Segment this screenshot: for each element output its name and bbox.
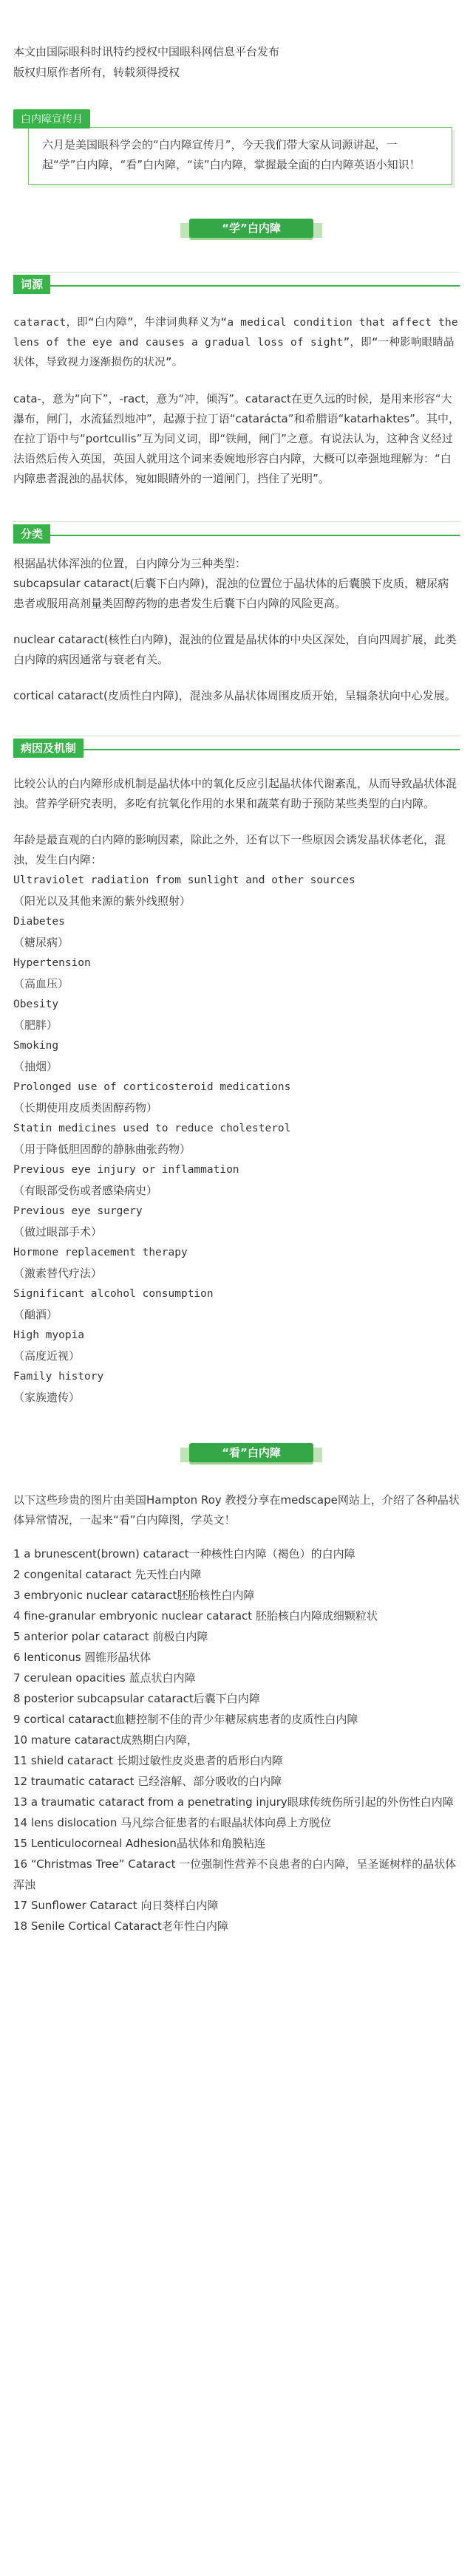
factor-en: High myopia — [13, 1329, 85, 1341]
list-item: 4 fine-granular embryonic nuclear cataract 胚胎核白内障成细颗粒状 — [13, 1609, 378, 1623]
list-item: 18 Senile Cortical Cataract老年性白内障 — [13, 1919, 228, 1933]
list-item: 15 Lenticulocorneal Adhesion晶状体和角膜粘连 — [13, 1837, 265, 1850]
factor-en: Family history — [13, 1371, 104, 1383]
factor-en: Smoking — [13, 1040, 59, 1052]
section-title: “学”白内障 — [222, 222, 281, 235]
list-item — [13, 1366, 460, 1408]
etymology-paragraph: cata-，意为“向下”，-ract，意为“冲，倾泻”。cataract在更久远的时候，是用来形容“大瀑布，闸门，水流猛烈地冲”，起源于拉丁语“catarácta”和希腊语“katarhaktes”。其中，在拉丁语中与“portcullis”互为同义词，即“铁闸，闸门”之意。有说法认为，这种含义经过法语然后传入英国，英国人就用这个词来委婉地形容白内障，大概可以牵强地理解为：“白内障患者混浊的晶状体，宛如眼睛外的一道闸门，挡住了光明”。 — [13, 392, 460, 485]
list-item — [13, 1284, 460, 1325]
factor-zh: （糖尿病） — [13, 936, 69, 949]
list-item — [13, 1325, 460, 1366]
list-item: 17 Sunflower Cataract 向日葵样白内障 — [13, 1899, 219, 1912]
factor-zh: （阳光以及其他来源的紫外线照射） — [13, 894, 191, 908]
causes-header — [13, 736, 460, 756]
risk-factor-list — [13, 870, 460, 1408]
list-item — [13, 870, 460, 911]
cataract-image-list — [13, 1544, 460, 1936]
classification-intro: 根据晶状体浑浊的位置，白内障分为三种类型： — [13, 557, 247, 570]
factor-en: Prolonged use of corticosteroid medications — [13, 1081, 291, 1093]
divider — [13, 535, 460, 536]
list-item: 3 embryonic nuclear cataract胚胎核性白内障 — [13, 1589, 255, 1602]
factor-en: Diabetes — [13, 916, 65, 928]
list-item: 16 “Christmas Tree” Cataract 一位强制性营养不良患者的白内障，呈圣诞树样的晶状体浑浊 — [13, 1857, 457, 1891]
factor-en: Previous eye surgery — [13, 1205, 143, 1217]
divider — [13, 521, 460, 522]
factor-zh: （做过眼部手术） — [13, 1225, 103, 1239]
factor-zh: （用于降低胆固醇的静脉曲张药物） — [13, 1143, 191, 1156]
list-item: 14 lens dislocation 马凡综合征患者的右眼晶状体向鼻上方脱位 — [13, 1816, 332, 1829]
factor-zh: （抽烟） — [13, 1060, 58, 1073]
copyright-intro — [13, 41, 460, 83]
factor-zh: （酗酒） — [13, 1308, 58, 1321]
factor-zh: （高血压） — [13, 977, 69, 990]
intro-line: 版权归原作者所有，转载须得授权 — [13, 66, 180, 79]
section-label: 词源 — [13, 275, 50, 294]
intro-line: 本文由国际眼科时讯特约授权中国眼科网信息平台发布 — [13, 45, 280, 58]
factor-zh: （激素替代疗法） — [13, 1267, 103, 1280]
list-item: 11 shield cataract 长期过敏性皮炎患者的盾形白内障 — [13, 1754, 283, 1767]
etymology-paragraph: cataract，即“白内障”，牛津词典释义为“a medical condition that affect the lens of the eye and causes a gradual loss of sight”，即“一种影响眼睛晶状体，导致视力逐渐损伤的状况”。 — [13, 317, 458, 369]
list-item: 13 a traumatic cataract from a penetrating injury眼球传统伤所引起的外伤性白内障 — [13, 1795, 454, 1809]
list-item — [13, 1159, 460, 1201]
factor-zh: （高度近视） — [13, 1349, 81, 1363]
list-item — [13, 994, 460, 1035]
notice-text: 六月是美国眼科学会的“白内障宣传月”，今天我们带大家从词源讲起，一起“学”白内障，“看”白内障，“读”白内障，掌握最全面的白内障英语小知识！ — [28, 127, 452, 185]
gallery-intro: 以下这些珍贵的图片由美国Hampton Roy 教授分享在medscape网站上，介绍了各种晶状体异常情况，一起来“看”白内障图，学英文！ — [13, 1493, 460, 1527]
list-item: 10 mature cataract成熟期白内障， — [13, 1733, 198, 1747]
factor-en: Hypertension — [13, 957, 91, 969]
factor-en: Previous eye injury or inflammation — [13, 1164, 239, 1176]
list-item — [13, 1118, 460, 1159]
classification-paragraph: nuclear cataract(核性白内障)，混浊的位置是晶状体的中央区深处，自向四周扩展，此类白内障的病因通常与衰老有关。 — [13, 633, 457, 666]
list-item: 9 cortical cataract血糖控制不佳的青少年糖尿病患者的皮质性白内障 — [13, 1713, 358, 1726]
factor-en: Hormone replacement therapy — [13, 1247, 188, 1258]
list-item — [13, 1242, 460, 1284]
list-item — [13, 1035, 460, 1077]
classification-paragraph: subcapsular cataract(后囊下白内障)，混浊的位置位于晶状体的后囊膜下皮质，糖尿病患者或服用高剂量类固醇药物的患者发生后囊下白内障的风险更高。 — [13, 577, 449, 610]
section-label: 病因及机制 — [13, 739, 84, 758]
list-item — [13, 953, 460, 994]
causes-paragraph: 比较公认的白内障形成机制是晶状体中的氧化反应引起晶状体代谢紊乱，从而导致晶状体混浊。营养学研究表明，多吃有抗氧化作用的水果和蔬菜有助于预防某些类型的白内障。 — [13, 777, 457, 810]
list-item — [13, 1077, 460, 1118]
divider — [13, 285, 460, 287]
section-title: “看”白内障 — [222, 1446, 281, 1459]
list-item — [13, 1201, 460, 1242]
divider — [13, 272, 460, 273]
list-item: 2 congenital cataract 先天性白内障 — [13, 1568, 202, 1581]
notice-box — [13, 109, 452, 185]
factor-zh: （家族遗传） — [13, 1391, 81, 1404]
list-item: 6 lenticonus 圆锥形晶状体 — [13, 1651, 152, 1664]
factor-en: Significant alcohol consumption — [13, 1288, 214, 1300]
factor-en: Ultraviolet radiation from sunlight and other sources — [13, 874, 355, 886]
factor-zh: （肥胖） — [13, 1018, 58, 1032]
list-item: 5 anterior polar cataract 前极白内障 — [13, 1630, 208, 1643]
classification-paragraph: cortical cataract(皮质性白内障)，混浊多从晶状体周围皮质开始，呈辐条状向中心发展。 — [13, 689, 456, 702]
factor-en: Obesity — [13, 998, 59, 1010]
section-see-header — [13, 1437, 460, 1467]
factor-en: Statin medicines used to reduce cholesterol — [13, 1123, 291, 1134]
classification-header — [13, 521, 460, 542]
section-label: 分类 — [13, 524, 50, 544]
notice-tag: 白内障宣传月 — [13, 109, 90, 129]
causes-paragraph: 年龄是最直观的白内障的影响因素，除此之外，还有以下一些原因会诱发晶状体老化，混浊，发生白内障： — [13, 833, 446, 866]
list-item — [13, 911, 460, 953]
list-item: 7 cerulean opacities 蓝点状白内障 — [13, 1671, 196, 1685]
list-item: 12 traumatic cataract 已经溶解、部分吸收的白内障 — [13, 1775, 282, 1788]
etymology-header — [13, 272, 460, 292]
list-item: 1 a brunescent(brown) cataract一种核性白内障（褐色）的白内障 — [13, 1547, 355, 1561]
factor-zh: （长期使用皮质类固醇药物） — [13, 1101, 158, 1114]
factor-zh: （有眼部受伤或者感染病史） — [13, 1184, 158, 1197]
list-item: 8 posterior subcapsular cataract后囊下白内障 — [13, 1692, 260, 1705]
section-learn-header — [13, 213, 460, 242]
